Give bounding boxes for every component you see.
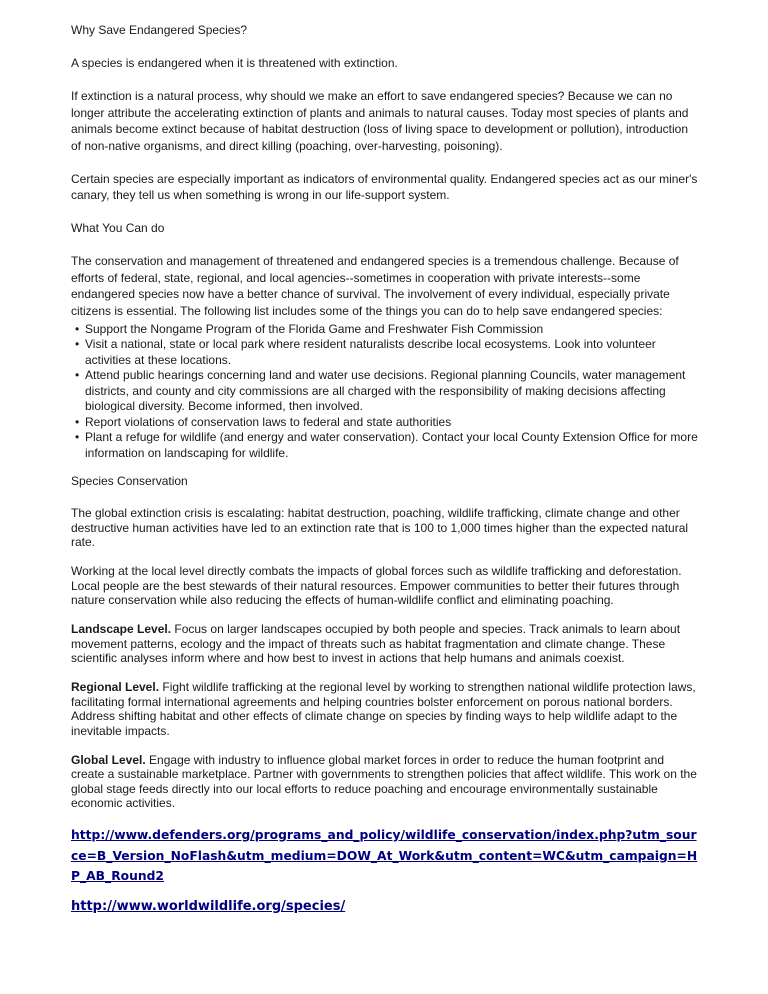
list-item: • Attend public hearings concerning land and water use decisions. Regional planning Councils, water management districts, and county and city commissions are all charged with the responsibility of making decisions affecting biological diversity. Become informed, then involved. (75, 368, 698, 415)
section-heading-species-conservation: Species Conservation (71, 474, 188, 488)
global-level-text: Engage with industry to influence global market forces in order to reduce the human footprint and create a sustainable marketplace. Partner with governments to strengthen policies that affect wildlife. This work on the global stage feeds directly into our local efforts to reduce poaching and encourage environmentally sustainable economic activities. (71, 752, 697, 810)
defenders-link[interactable]: http://www.defenders.org/programs_and_policy/wildlife_conservation/index.php?utm_source=B_Version_NoFlash&utm_medium=DOW_At_Work&utm_content=WC&utm_campaign=HP_AB_Round2 (71, 828, 698, 883)
paragraph-global-level (71, 753, 698, 811)
regional-level-label: Regional Level. (71, 680, 160, 694)
paragraph-local-level: Working at the local level directly combats the impacts of global forces such as wildlife trafficking and deforestation. Local people are the best stewards of their natural resources. Empower communities to better their futures through nature conservation while also reducing the effects of human-wildlife conflict and eliminating poaching. (71, 564, 682, 607)
action-list (75, 322, 698, 462)
list-item: • Plant a refuge for wildlife (and energy and water conservation). Contact your local County Extension Office for more information on landscaping for wildlife. (75, 430, 698, 461)
global-level-label: Global Level. (71, 752, 146, 767)
paragraph-conservation: The conservation and management of threatened and endangered species is a tremendous challenge. Because of efforts of federal, state, regional, and local agencies--sometimes in cooperation with private interests--some endangered species now have a better chance of survival. The involvement of every individual, especially private citizens is essential. The following list includes some of the things you can do to help save endangered species: (71, 254, 679, 318)
paragraph-crisis: The global extinction crisis is escalating: habitat destruction, poaching, wildlife trafficking, climate change and other destructive human activities have led to an extinction rate that is 100 to 1,000 times higher than the expected natural rate. (71, 506, 689, 549)
paragraph-regional-level (71, 680, 698, 738)
doc-title: Why Save Endangered Species? (71, 23, 248, 37)
landscape-level-label: Landscape Level. (71, 622, 172, 636)
list-item: • Support the Nongame Program of the Florida Game and Freshwater Fish Commission (75, 322, 698, 338)
section-heading-what-you-can-do: What You Can do (71, 221, 165, 235)
worldwildlife-link[interactable]: http://www.worldwildlife.org/species/ (71, 898, 346, 914)
paragraph-indicators: Certain species are especially important as indicators of environmental quality. Endangered species act as our miner's canary, they tell us when something is wrong in our life-support system. (71, 171, 698, 202)
regional-level-text: Fight wildlife trafficking at the regional level by working to strengthen national wildlife protection laws, facilitating formal international agreements and helping countries bolster enforcement on porous national borders. Address shifting habitat and other effects of climate change on species by finding ways to help wildlife adapt to the inevitable impacts. (71, 680, 696, 738)
paragraph-landscape-level (71, 622, 698, 666)
paragraph-definition: A species is endangered when it is threatened with extinction. (71, 56, 398, 70)
paragraph-extinction: If extinction is a natural process, why should we make an effort to save endangered species? Because we can no longer attribute the accelerating extinction of plants and animals to natural causes. Today most species of plants and animals become extinct because of habitat destruction (loss of living space to development or pollution), introduction of non-native organisms, and direct killing (poaching, over-harvesting, poisoning). (71, 89, 689, 153)
list-item: • Visit a national, state or local park where resident naturalists describe local ecosystems. Look into volunteer activities at these locations. (75, 337, 698, 368)
landscape-level-text: Focus on larger landscapes occupied by both people and species. Track animals to learn about movement patterns, ecology and the impact of threats such as habitat fragmentation and climate change. These scientific analyses inform where and how best to invest in actions that help humans and animals coexist. (71, 622, 681, 665)
list-item: • Report violations of conservation laws to federal and state authorities (75, 415, 698, 431)
